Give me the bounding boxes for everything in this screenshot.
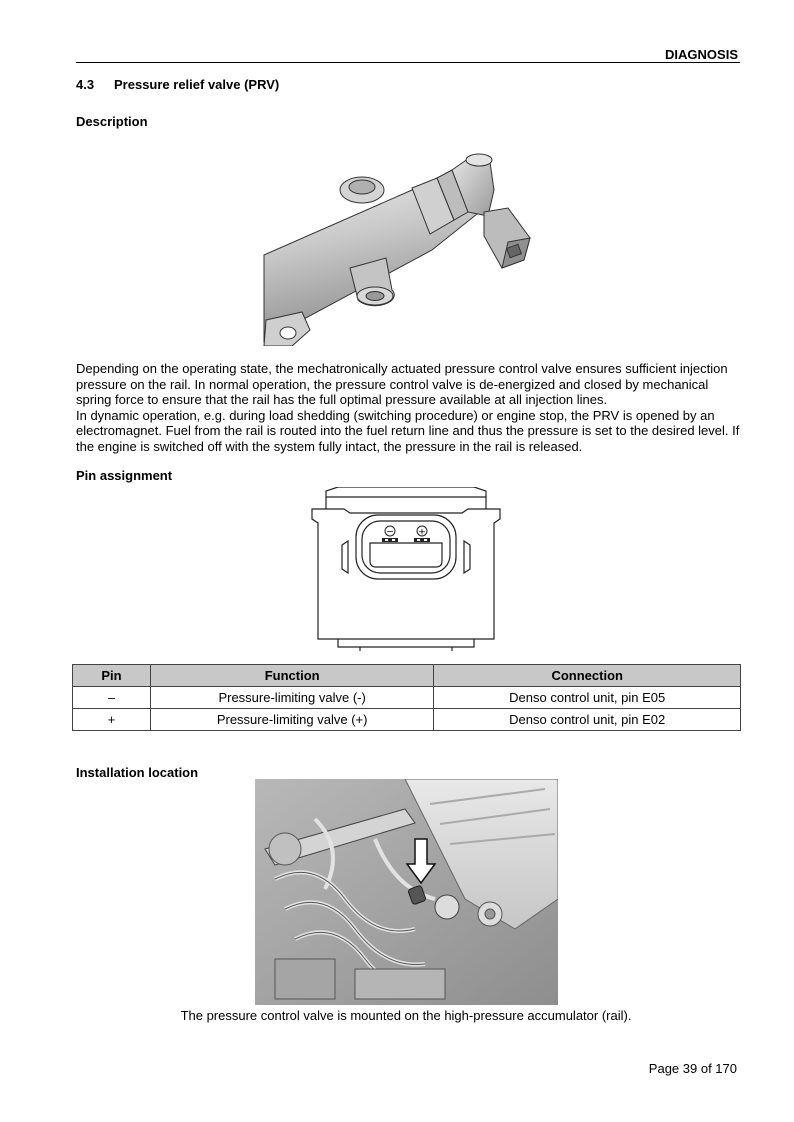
connection-column-header: Connection [434,665,741,687]
function-cell: Pressure-limiting valve (-) [150,687,434,709]
header-label: DIAGNOSIS [665,47,738,62]
installation-heading: Installation location [76,765,199,780]
description-paragraph: In dynamic operation, e.g. during load shedding (switching procedure) or engine stop, the PRV is opened by an electromagnet. Fuel from the rail is routed into the fuel return line and thus the pressure is set to the desired level. If the engine is switched off with the system fully intact, the pressure in the rail is released. [76,407,740,454]
pin-cell: – [73,687,151,709]
pin-assignment-table [72,664,741,731]
figure-caption: The pressure control valve is mounted on the high-pressure accumulator (rail). [180,1008,632,1023]
description-text [76,361,746,454]
connection-cell: Denso control unit, pin E05 [434,687,741,709]
section-number: 4.3 [76,77,95,92]
pin-assignment-heading: Pin assignment [76,468,173,483]
table-header-row [73,665,741,687]
section-title: Pressure relief valve (PRV) [114,77,280,92]
header-rule [76,62,740,63]
connector-drawing [308,487,504,651]
connection-cell: Denso control unit, pin E02 [434,709,741,731]
table-row [73,687,741,709]
engine-installation-illustration [255,779,558,1005]
description-heading: Description [76,114,148,129]
table-row [73,709,741,731]
pin-cell: + [73,709,151,731]
rail-prv-illustration [262,150,534,346]
plus-pin-symbol: + [418,527,426,538]
description-paragraph: Depending on the operating state, the mechatronically actuated pressure control valve ensures sufficient injection pressure on the rail. In normal operation, the pressure control valve is de-energized and closed by mechanical spring force to ensure that the rail has the full optimal pressure available at all injection lines. [76,361,728,407]
minus-pin-symbol: − [386,527,394,538]
function-cell: Pressure-limiting valve (+) [150,709,434,731]
function-column-header: Function [150,665,434,687]
pin-column-header: Pin [73,665,151,687]
page-number: Page 39 of 170 [648,1061,737,1076]
section-heading [76,77,279,92]
